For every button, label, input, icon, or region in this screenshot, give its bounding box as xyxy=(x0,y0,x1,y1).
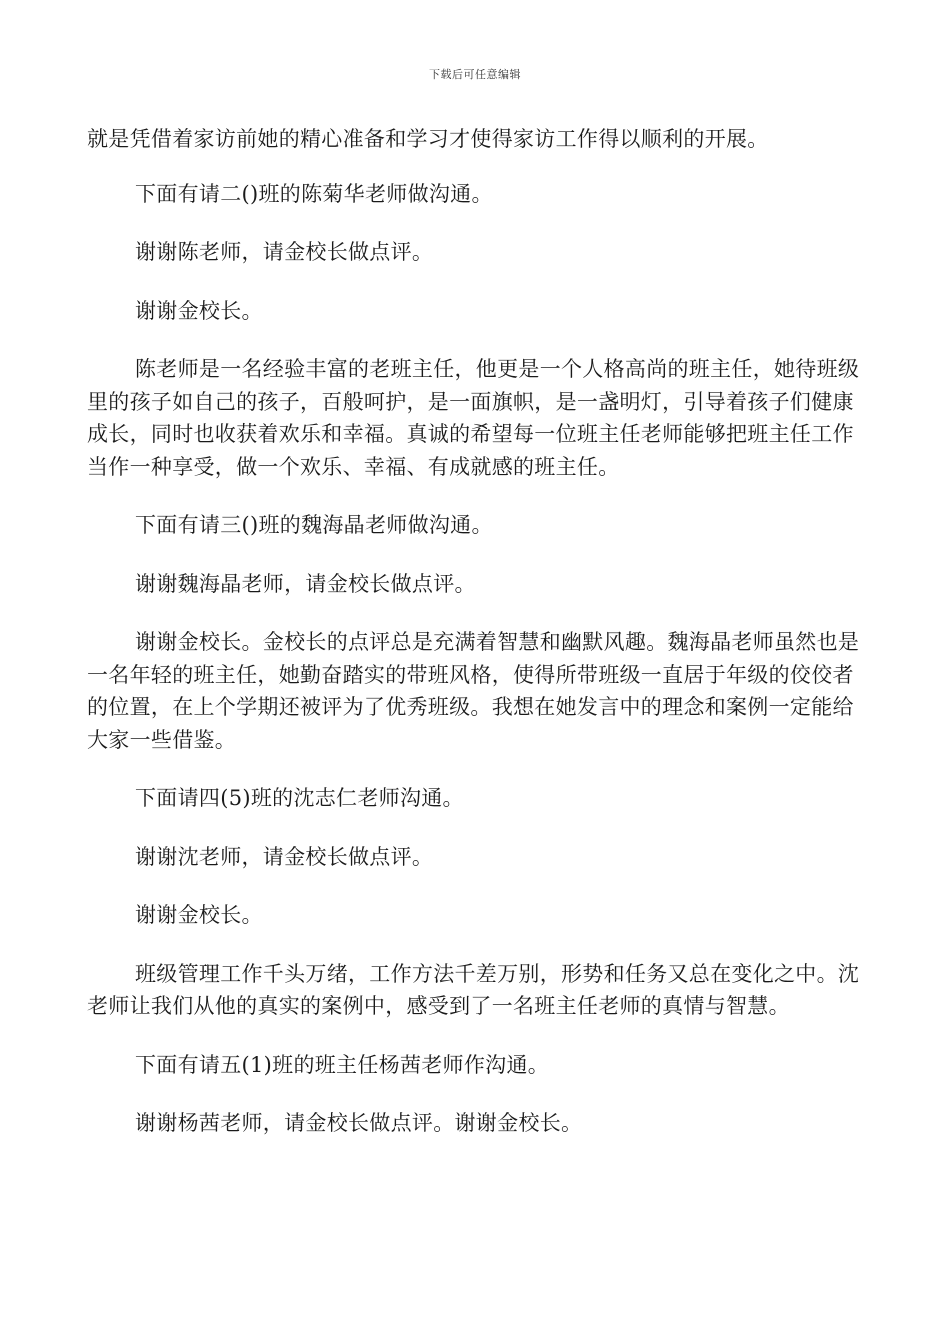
paragraph: 下面有请五(1)班的班主任杨茜老师作沟通。 xyxy=(135,1052,550,1077)
page-header: 下载后可任意编辑 xyxy=(429,68,521,81)
paragraph-continuation: 就是凭借着家访前她的精心准备和学习才使得家访工作得以顺利的开展。 xyxy=(87,127,769,151)
paragraph: 谢谢魏海晶老师，请金校长做点评。 xyxy=(135,571,476,596)
paragraph: 下面请四(5)班的沈志仁老师沟通。 xyxy=(135,786,464,810)
paragraph: 下面有请三()班的魏海晶老师做沟通。 xyxy=(135,513,493,537)
paragraph: 谢谢金校长。 xyxy=(135,903,263,927)
document-body xyxy=(87,123,863,1166)
paragraph: 班级管理工作千头万绪，工作方法千差万别，形势和任务又总在变化之中。沈老师让我们从他的真实的案例中，感受到了一名班主任老师的真情与智慧。 xyxy=(87,961,860,1018)
paragraph: 陈老师是一名经验丰富的老班主任，他更是一个人格高尚的班主任，她待班级里的孩子如自己的孩子，百般呵护，是一面旗帜，是一盏明灯，引导着孩子们健康成长，同时也收获着欢乐和幸福。真诚的希望每一位班主任老师能够把班主任工作当作一种享受，做一个欢乐、幸福、有成就感的班主任。 xyxy=(87,357,860,479)
paragraph: 谢谢杨茜老师，请金校长做点评。谢谢金校长。 xyxy=(135,1111,583,1135)
paragraph: 谢谢沈老师，请金校长做点评。 xyxy=(135,844,434,869)
paragraph: 谢谢陈老师，请金校长做点评。 xyxy=(135,240,434,264)
paragraph: 谢谢金校长。 xyxy=(135,298,263,323)
paragraph: 下面有请二()班的陈菊华老师做沟通。 xyxy=(135,181,493,206)
paragraph: 谢谢金校长。金校长的点评总是充满着智慧和幽默风趣。魏海晶老师虽然也是一名年轻的班主任，她勤奋踏实的带班风格，使得所带班级一直居于年级的佼佼者的位置，在上个学期还被评为了优秀班级。我想在她发言中的理念和案例一定能给大家一些借鉴。 xyxy=(87,630,860,752)
